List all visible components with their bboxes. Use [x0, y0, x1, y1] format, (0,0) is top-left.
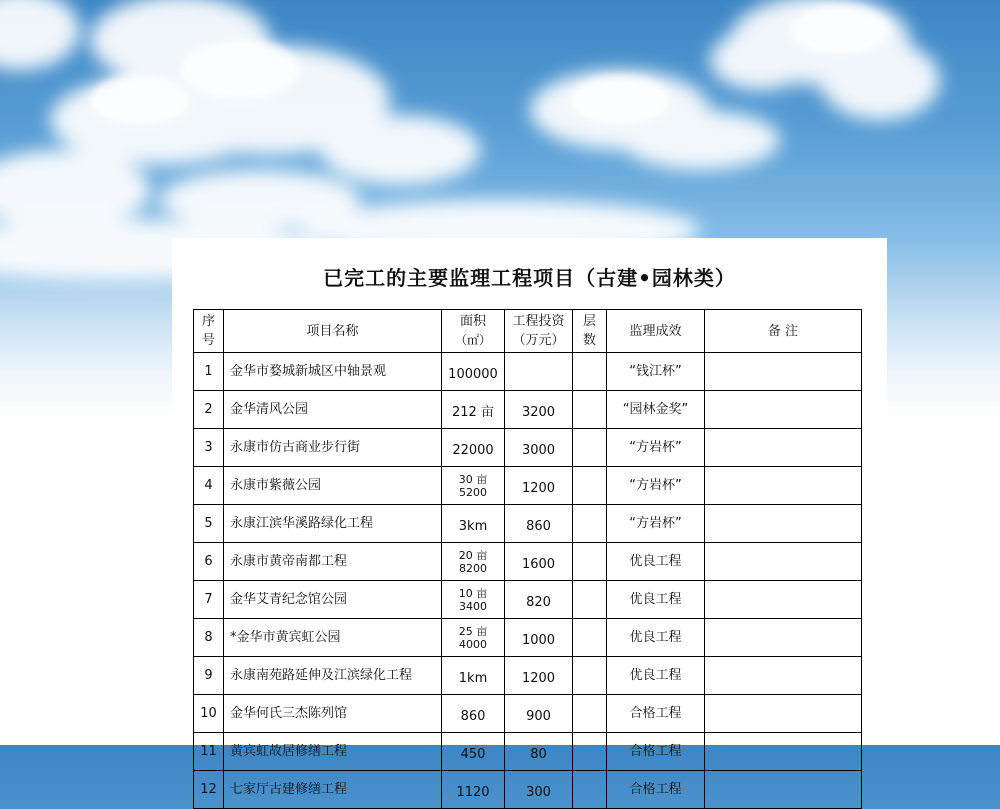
cell-investment: 1200 — [505, 657, 573, 695]
cell-floors — [573, 391, 607, 429]
cell-seq: 2 — [194, 391, 224, 429]
cell-investment — [505, 353, 573, 391]
cell-area: 1120 — [442, 771, 505, 809]
cell-name: 金华市婺城新城区中轴景观 — [224, 353, 442, 391]
cell-result: 优良工程 — [607, 619, 705, 657]
header-investment: 工程投资 （万元） — [505, 310, 573, 353]
cell-name: 永康南苑路延伸及江滨绿化工程 — [224, 657, 442, 695]
cell-result: 优良工程 — [607, 581, 705, 619]
cell-area-line2: 8200 — [459, 561, 487, 575]
cell-result: “园林金奖” — [607, 391, 705, 429]
cell-remark — [705, 619, 862, 657]
table-row — [194, 581, 862, 619]
cell-area-line2: 4000 — [459, 637, 487, 651]
cell-name: 金华艾青纪念馆公园 — [224, 581, 442, 619]
content-card — [172, 238, 887, 800]
table-row — [194, 467, 862, 505]
cell-seq: 9 — [194, 657, 224, 695]
table-row — [194, 619, 862, 657]
cell-remark — [705, 467, 862, 505]
header-result: 监理成效 — [607, 310, 705, 353]
table-row — [194, 657, 862, 695]
cell-remark — [705, 771, 862, 809]
cell-remark — [705, 505, 862, 543]
cell-name: 金华何氏三杰陈列馆 — [224, 695, 442, 733]
cell-area — [442, 581, 505, 619]
cell-name: 永康市紫薇公园 — [224, 467, 442, 505]
cell-result: “钱江杯” — [607, 353, 705, 391]
cell-seq: 6 — [194, 543, 224, 581]
cell-investment: 860 — [505, 505, 573, 543]
table-row — [194, 353, 862, 391]
cell-result: 合格工程 — [607, 733, 705, 771]
cell-seq: 5 — [194, 505, 224, 543]
cell-result: 合格工程 — [607, 695, 705, 733]
cell-area: 450 — [442, 733, 505, 771]
cell-result: 合格工程 — [607, 771, 705, 809]
cell-investment: 900 — [505, 695, 573, 733]
cell-area-line1: 20 亩 — [458, 548, 488, 562]
cell-seq: 4 — [194, 467, 224, 505]
cell-floors — [573, 429, 607, 467]
cell-seq: 10 — [194, 695, 224, 733]
project-table — [193, 309, 862, 809]
cell-seq: 7 — [194, 581, 224, 619]
header-name: 项目名称 — [224, 310, 442, 353]
cell-floors — [573, 619, 607, 657]
cell-floors — [573, 353, 607, 391]
cell-area-line1: 30 亩 — [458, 472, 488, 486]
cell-remark — [705, 695, 862, 733]
cell-area — [442, 543, 505, 581]
cell-area: 22000 — [442, 429, 505, 467]
cell-remark — [705, 657, 862, 695]
header-floors: 层 数 — [573, 310, 607, 353]
table-row — [194, 543, 862, 581]
cell-floors — [573, 543, 607, 581]
table-row — [194, 505, 862, 543]
cell-seq: 3 — [194, 429, 224, 467]
cell-result: “方岩杯” — [607, 429, 705, 467]
cell-seq: 1 — [194, 353, 224, 391]
cell-name: 永康市黄帝南都工程 — [224, 543, 442, 581]
table-row — [194, 391, 862, 429]
cell-name: 永康市仿古商业步行街 — [224, 429, 442, 467]
cell-result: “方岩杯” — [607, 467, 705, 505]
cell-result: 优良工程 — [607, 543, 705, 581]
cell-investment: 1600 — [505, 543, 573, 581]
cell-area-line2: 3400 — [459, 599, 487, 613]
cell-name: 金华清风公园 — [224, 391, 442, 429]
cell-result: “方岩杯” — [607, 505, 705, 543]
cell-area — [442, 619, 505, 657]
cell-remark — [705, 543, 862, 581]
cell-area: 100000 — [442, 353, 505, 391]
cell-investment: 820 — [505, 581, 573, 619]
cell-area: 3km — [442, 505, 505, 543]
cell-seq: 11 — [194, 733, 224, 771]
cell-remark — [705, 391, 862, 429]
cell-floors — [573, 771, 607, 809]
cell-remark — [705, 353, 862, 391]
table-row — [194, 771, 862, 809]
cell-remark — [705, 581, 862, 619]
table-row — [194, 429, 862, 467]
cell-area — [442, 467, 505, 505]
page-title: 已完工的主要监理工程项目（古建•园林类） — [323, 266, 736, 290]
cell-investment: 1200 — [505, 467, 573, 505]
cell-result: 优良工程 — [607, 657, 705, 695]
cell-investment: 1000 — [505, 619, 573, 657]
cell-floors — [573, 581, 607, 619]
cell-area-line1: 25 亩 — [458, 624, 488, 638]
cell-remark — [705, 733, 862, 771]
cell-name: *金华市黄宾虹公园 — [224, 619, 442, 657]
header-remark: 备 注 — [705, 310, 862, 353]
table-header-row — [194, 310, 862, 353]
cell-area: 860 — [442, 695, 505, 733]
cell-floors — [573, 467, 607, 505]
cell-remark — [705, 429, 862, 467]
cell-seq: 12 — [194, 771, 224, 809]
cell-floors — [573, 657, 607, 695]
cell-investment: 300 — [505, 771, 573, 809]
cell-area: 1km — [442, 657, 505, 695]
cell-name: 永康江滨华溪路绿化工程 — [224, 505, 442, 543]
cell-floors — [573, 695, 607, 733]
table-row — [194, 733, 862, 771]
table-row — [194, 695, 862, 733]
cell-floors — [573, 733, 607, 771]
cell-floors — [573, 505, 607, 543]
cell-name: 七家厅古建修缮工程 — [224, 771, 442, 809]
header-area: 面积 （㎡） — [442, 310, 505, 353]
cell-investment: 3200 — [505, 391, 573, 429]
cell-investment: 80 — [505, 733, 573, 771]
header-seq: 序 号 — [194, 310, 224, 353]
cell-seq: 8 — [194, 619, 224, 657]
cell-investment: 3000 — [505, 429, 573, 467]
cell-area-line2: 5200 — [459, 485, 487, 499]
cell-area-line1: 10 亩 — [458, 586, 488, 600]
cell-area: 212 亩 — [442, 391, 505, 429]
cell-name: 黄宾虹故居修缮工程 — [224, 733, 442, 771]
